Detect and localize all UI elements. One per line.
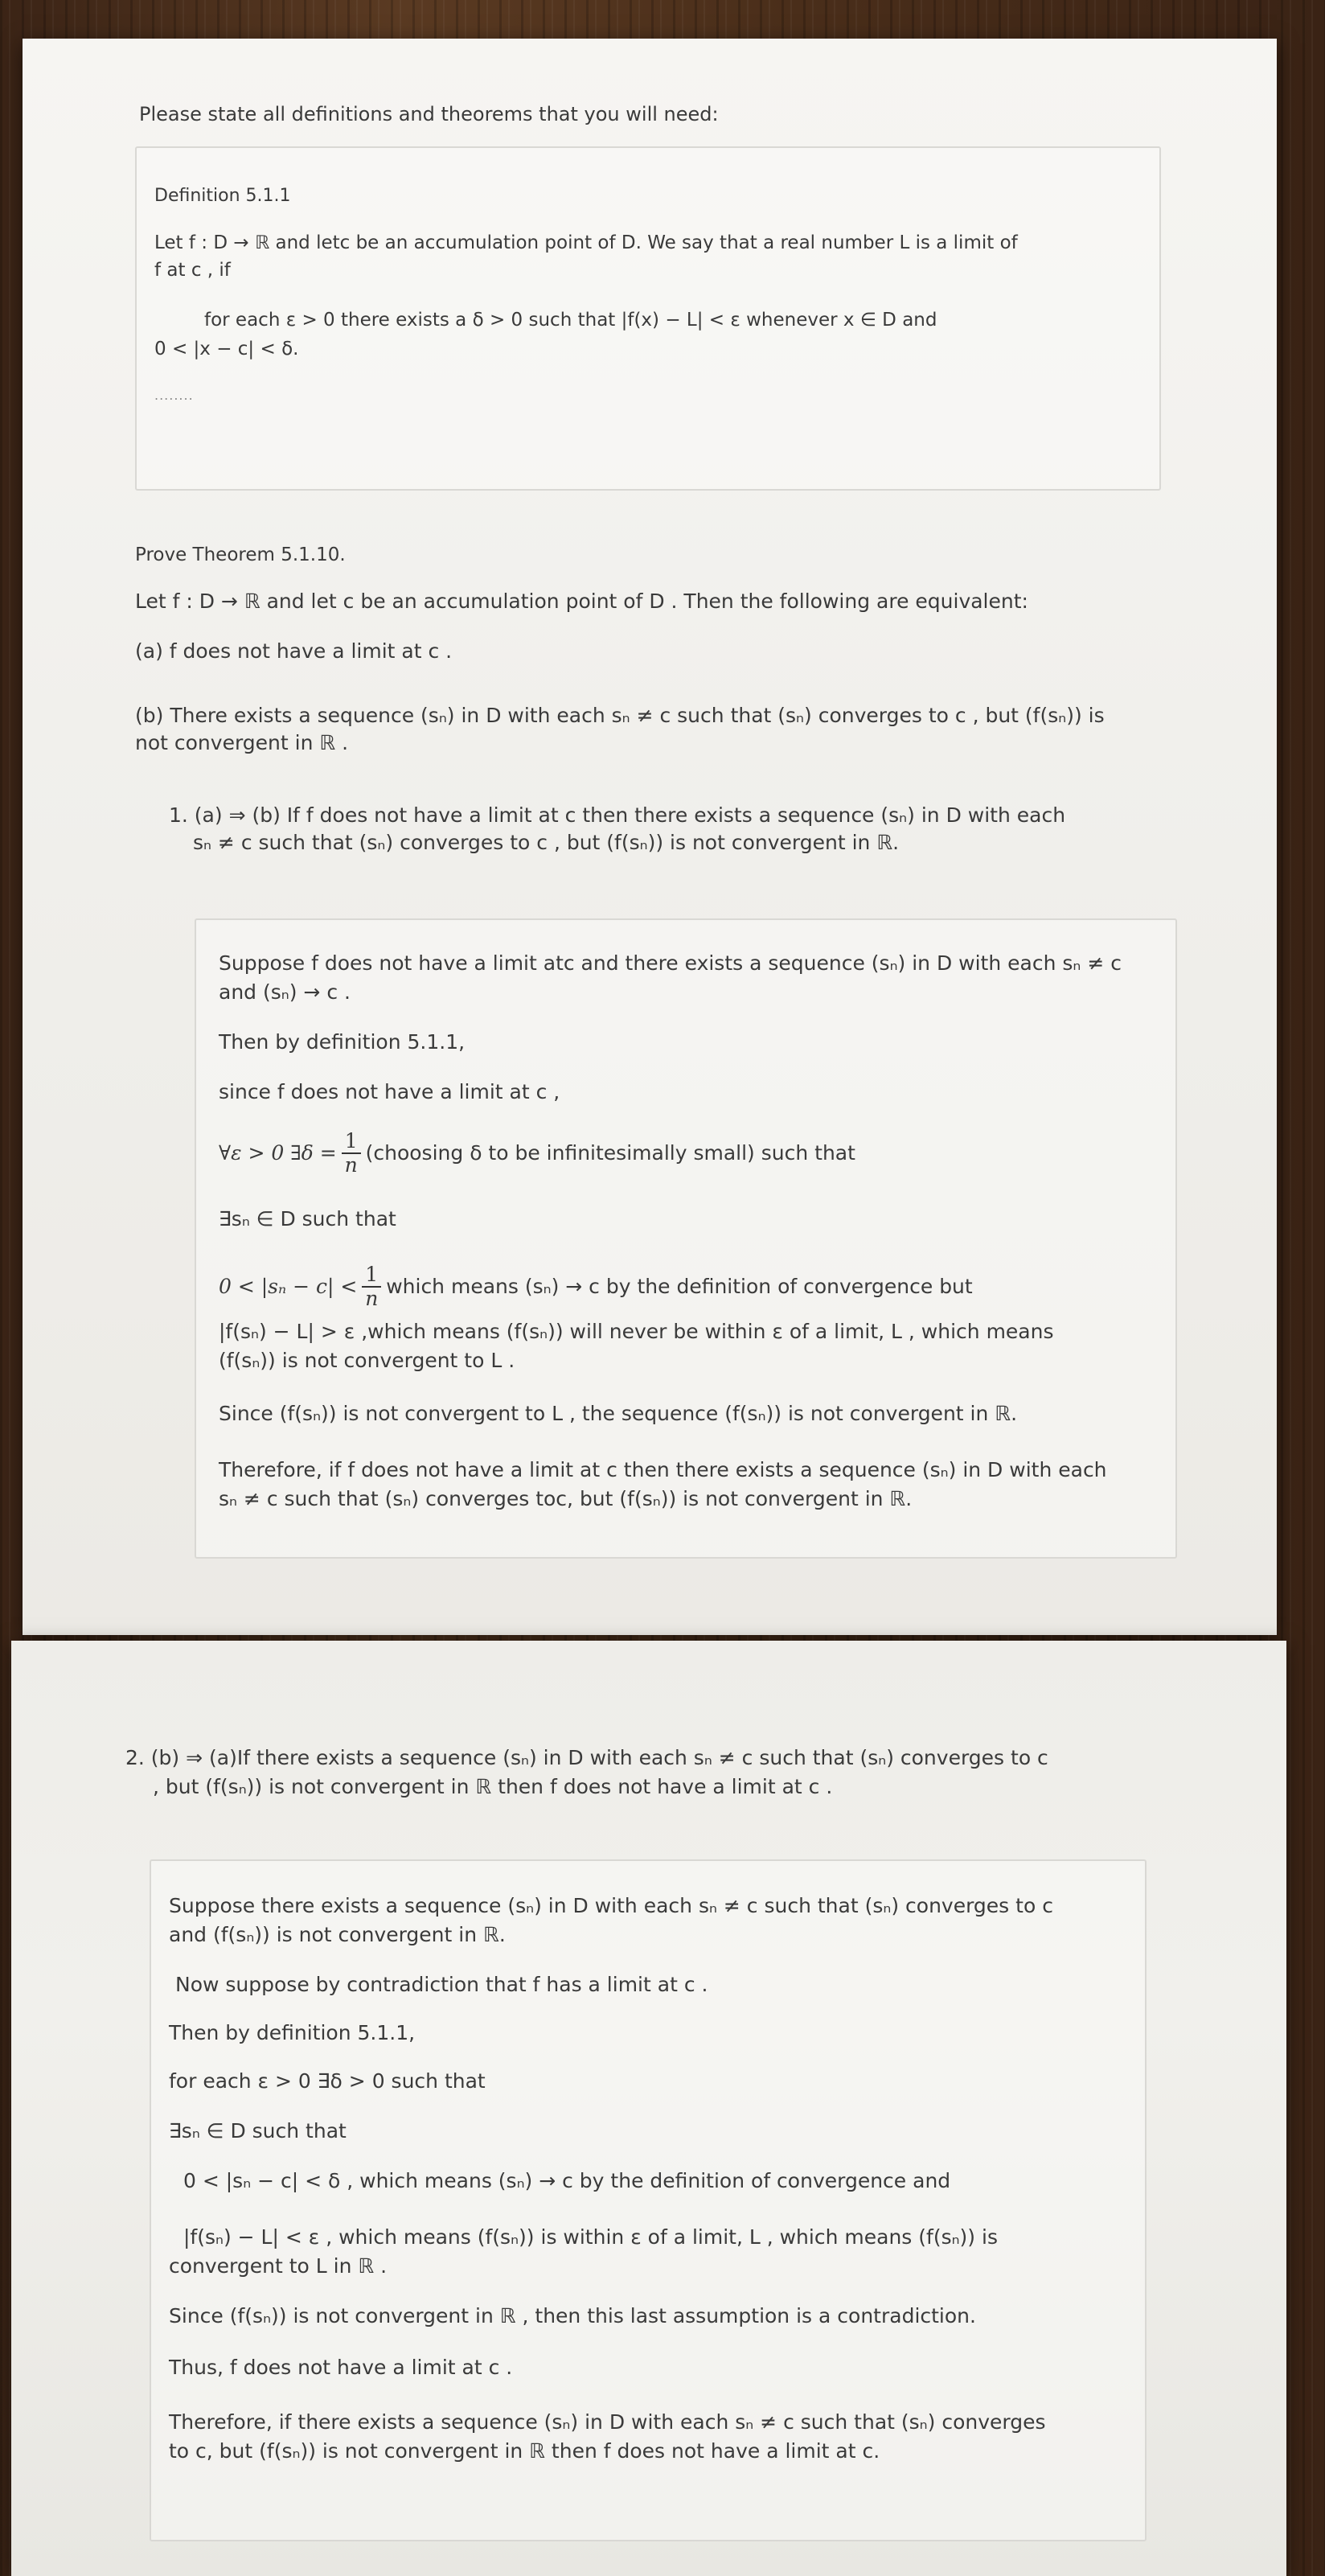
proof-text: Since (f(sₙ)) is not convergent in ℝ , then this last assumption is a contradiction. [169,2304,976,2327]
proof-text: Then by definition 5.1.1, [219,1030,466,1054]
proof-text: (f(sₙ)) is not convergent to L . [219,1349,515,1372]
proof-text: Therefore, if there exists a sequence (sₙ) in D with each sₙ ≠ c such that (sₙ) converges [169,2410,1046,2434]
proof-text: convergent to L in ℝ . [169,2254,388,2278]
proof-text: Suppose there exists a sequence (sₙ) in D with each sₙ ≠ c such that (sₙ) converges to c [169,1894,1053,1917]
step-1-heading-cont: sₙ ≠ c such that (sₙ) converges to c , but (f(sₙ)) is not convergent in ℝ. [193,831,900,854]
definition-line: 0 < |x − c| < δ. [154,339,299,359]
fraction-one-over-n [342,1130,361,1177]
step-2-heading: 2. (b) ⇒ (a)If there exists a sequence (sₙ) in D with each sₙ ≠ c such that (sₙ) converges to c [125,1746,1048,1769]
proof-text: ∃sₙ ∈ D such that [219,1207,396,1230]
paper-sheet-1 [23,39,1277,1635]
theorem-item-a: (a) f does not have a limit at c . [135,639,453,663]
definition-line: for each ε > 0 there exists a δ > 0 such that |f(x) − L| < ε whenever x ∈ D and [204,310,937,331]
proof-text: Since (f(sₙ)) is not convergent to L , the sequence (f(sₙ)) is not convergent in ℝ. [219,1402,1018,1425]
proof-text: Suppose f does not have a limit atc and there exists a sequence (sₙ) in D with each sₙ ≠ c [219,951,1122,975]
instructions-header: Please state all definitions and theorems that you will need: [139,103,719,125]
definition-ellipsis: ........ [154,388,194,403]
proof-text: for each ε > 0 ∃δ > 0 such that [169,2069,486,2093]
formula-text: (choosing δ to be infinitesimally small) such that [365,1141,855,1165]
proof-text: |f(sₙ) − L| < ε , which means (f(sₙ)) is within ε of a limit, L , which means (f(sₙ)) is [183,2225,998,2249]
fraction-numerator: 1 [342,1130,361,1154]
proof-text: Therefore, if f does not have a limit at c then there exists a sequence (sₙ) in D with each [219,1458,1107,1481]
theorem-statement: Let f : D → ℝ and let c be an accumulation point of D . Then the following are equivalent: [135,590,1028,613]
fraction-one-over-n [362,1263,381,1310]
definition-title: Definition 5.1.1 [154,186,291,206]
proof-text: to c, but (f(sₙ)) is not convergent in ℝ then f does not have a limit at c. [169,2439,880,2463]
proof-text: Now suppose by contradiction that f has a limit at c . [175,1973,708,1996]
proof-text: ∃sₙ ∈ D such that [169,2119,347,2143]
formula-text: ∀ε > 0 ∃δ = [219,1141,337,1165]
definition-box[interactable] [135,146,1161,491]
fraction-denominator: n [344,1153,358,1177]
paper-sheet-2 [11,1641,1286,2576]
proof-text: 0 < |sₙ − c| < δ , which means (sₙ) → c by the definition of convergence and [183,2169,951,2192]
proof-text: and (sₙ) → c . [219,980,351,1004]
definition-line: f at c , if [154,260,231,281]
formula-text: 0 < |sₙ − c| < [219,1275,358,1298]
step-2-heading-cont: , but (f(sₙ)) is not convergent in ℝ then f does not have a limit at c . [153,1775,833,1798]
prove-title: Prove Theorem 5.1.10. [135,544,346,565]
proof-text: and (f(sₙ)) is not convergent in ℝ. [169,1923,506,1946]
proof-answer-box-2[interactable] [150,1859,1147,2541]
proof-formula-delta [219,1124,855,1182]
proof-text: since f does not have a limit at c , [219,1080,560,1103]
proof-formula-sn [219,1258,973,1316]
proof-text: |f(sₙ) − L| > ε ,which means (f(sₙ)) will never be within ε of a limit, L , which means [219,1320,1054,1343]
formula-text: which means (sₙ) → c by the definition of convergence but [386,1275,973,1298]
theorem-item-b: (b) There exists a sequence (sₙ) in D with each sₙ ≠ c such that (sₙ) converges to c , but (f(sₙ)) is [135,704,1105,727]
proof-text: Then by definition 5.1.1, [169,2021,416,2044]
proof-text: Thus, f does not have a limit at c . [169,2356,513,2379]
theorem-item-b-cont: not convergent in ℝ . [135,731,349,754]
proof-answer-box-1[interactable] [195,918,1177,1559]
fraction-denominator: n [365,1287,379,1310]
fraction-numerator: 1 [362,1263,381,1288]
step-1-heading: 1. (a) ⇒ (b) If f does not have a limit at c then there exists a sequence (sₙ) in D with each [169,803,1066,827]
definition-line: Let f : D → ℝ and letc be an accumulation point of D. We say that a real number L is a limit of [154,232,1018,253]
proof-text: sₙ ≠ c such that (sₙ) converges toc, but (f(sₙ)) is not convergent in ℝ. [219,1487,913,1510]
